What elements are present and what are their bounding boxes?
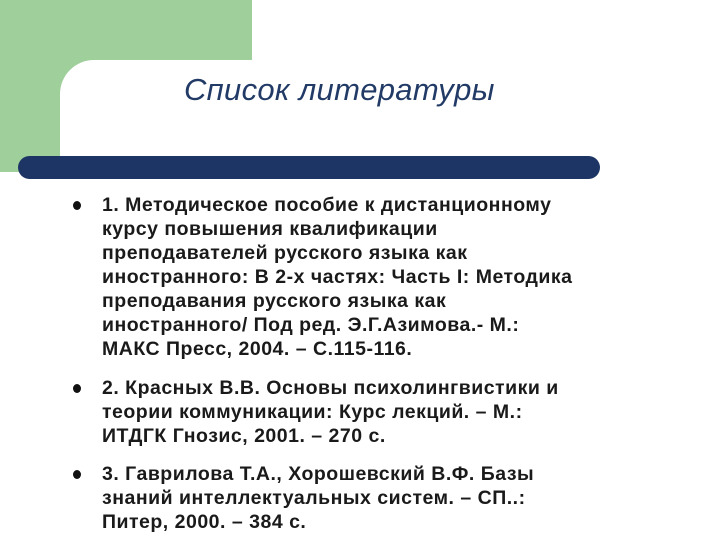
list-item-text: 2. Красных В.В. Основы психолингвистики и теории коммуникации: Курс лекций. – М.: ИТДГК Гнозис, 2001. – 270 с. [102,377,559,447]
title-divider-bar [18,156,600,179]
bullet-icon [73,470,81,479]
list-item-text: 1. Методическое пособие к дистанционному курсу повышения квалификации преподавателей русского языка как иностранного: В 2-х частях: Часть I: Методика преподавания русского языка как иностранного/ Под ред. Э.Г.Азимова.- М.: МАКС Пресс, 2004. – С.115-116. [102,194,573,360]
list-item-text: 3. Гаврилова Т.А., Хорошевский В.Ф. Базы знаний интеллектуальных систем. – СП..: Питер, 2000. – 384 с. [102,463,535,533]
bullet-icon [73,384,81,393]
bullet-icon [73,201,81,210]
slide-title: Список литературы [184,72,495,107]
